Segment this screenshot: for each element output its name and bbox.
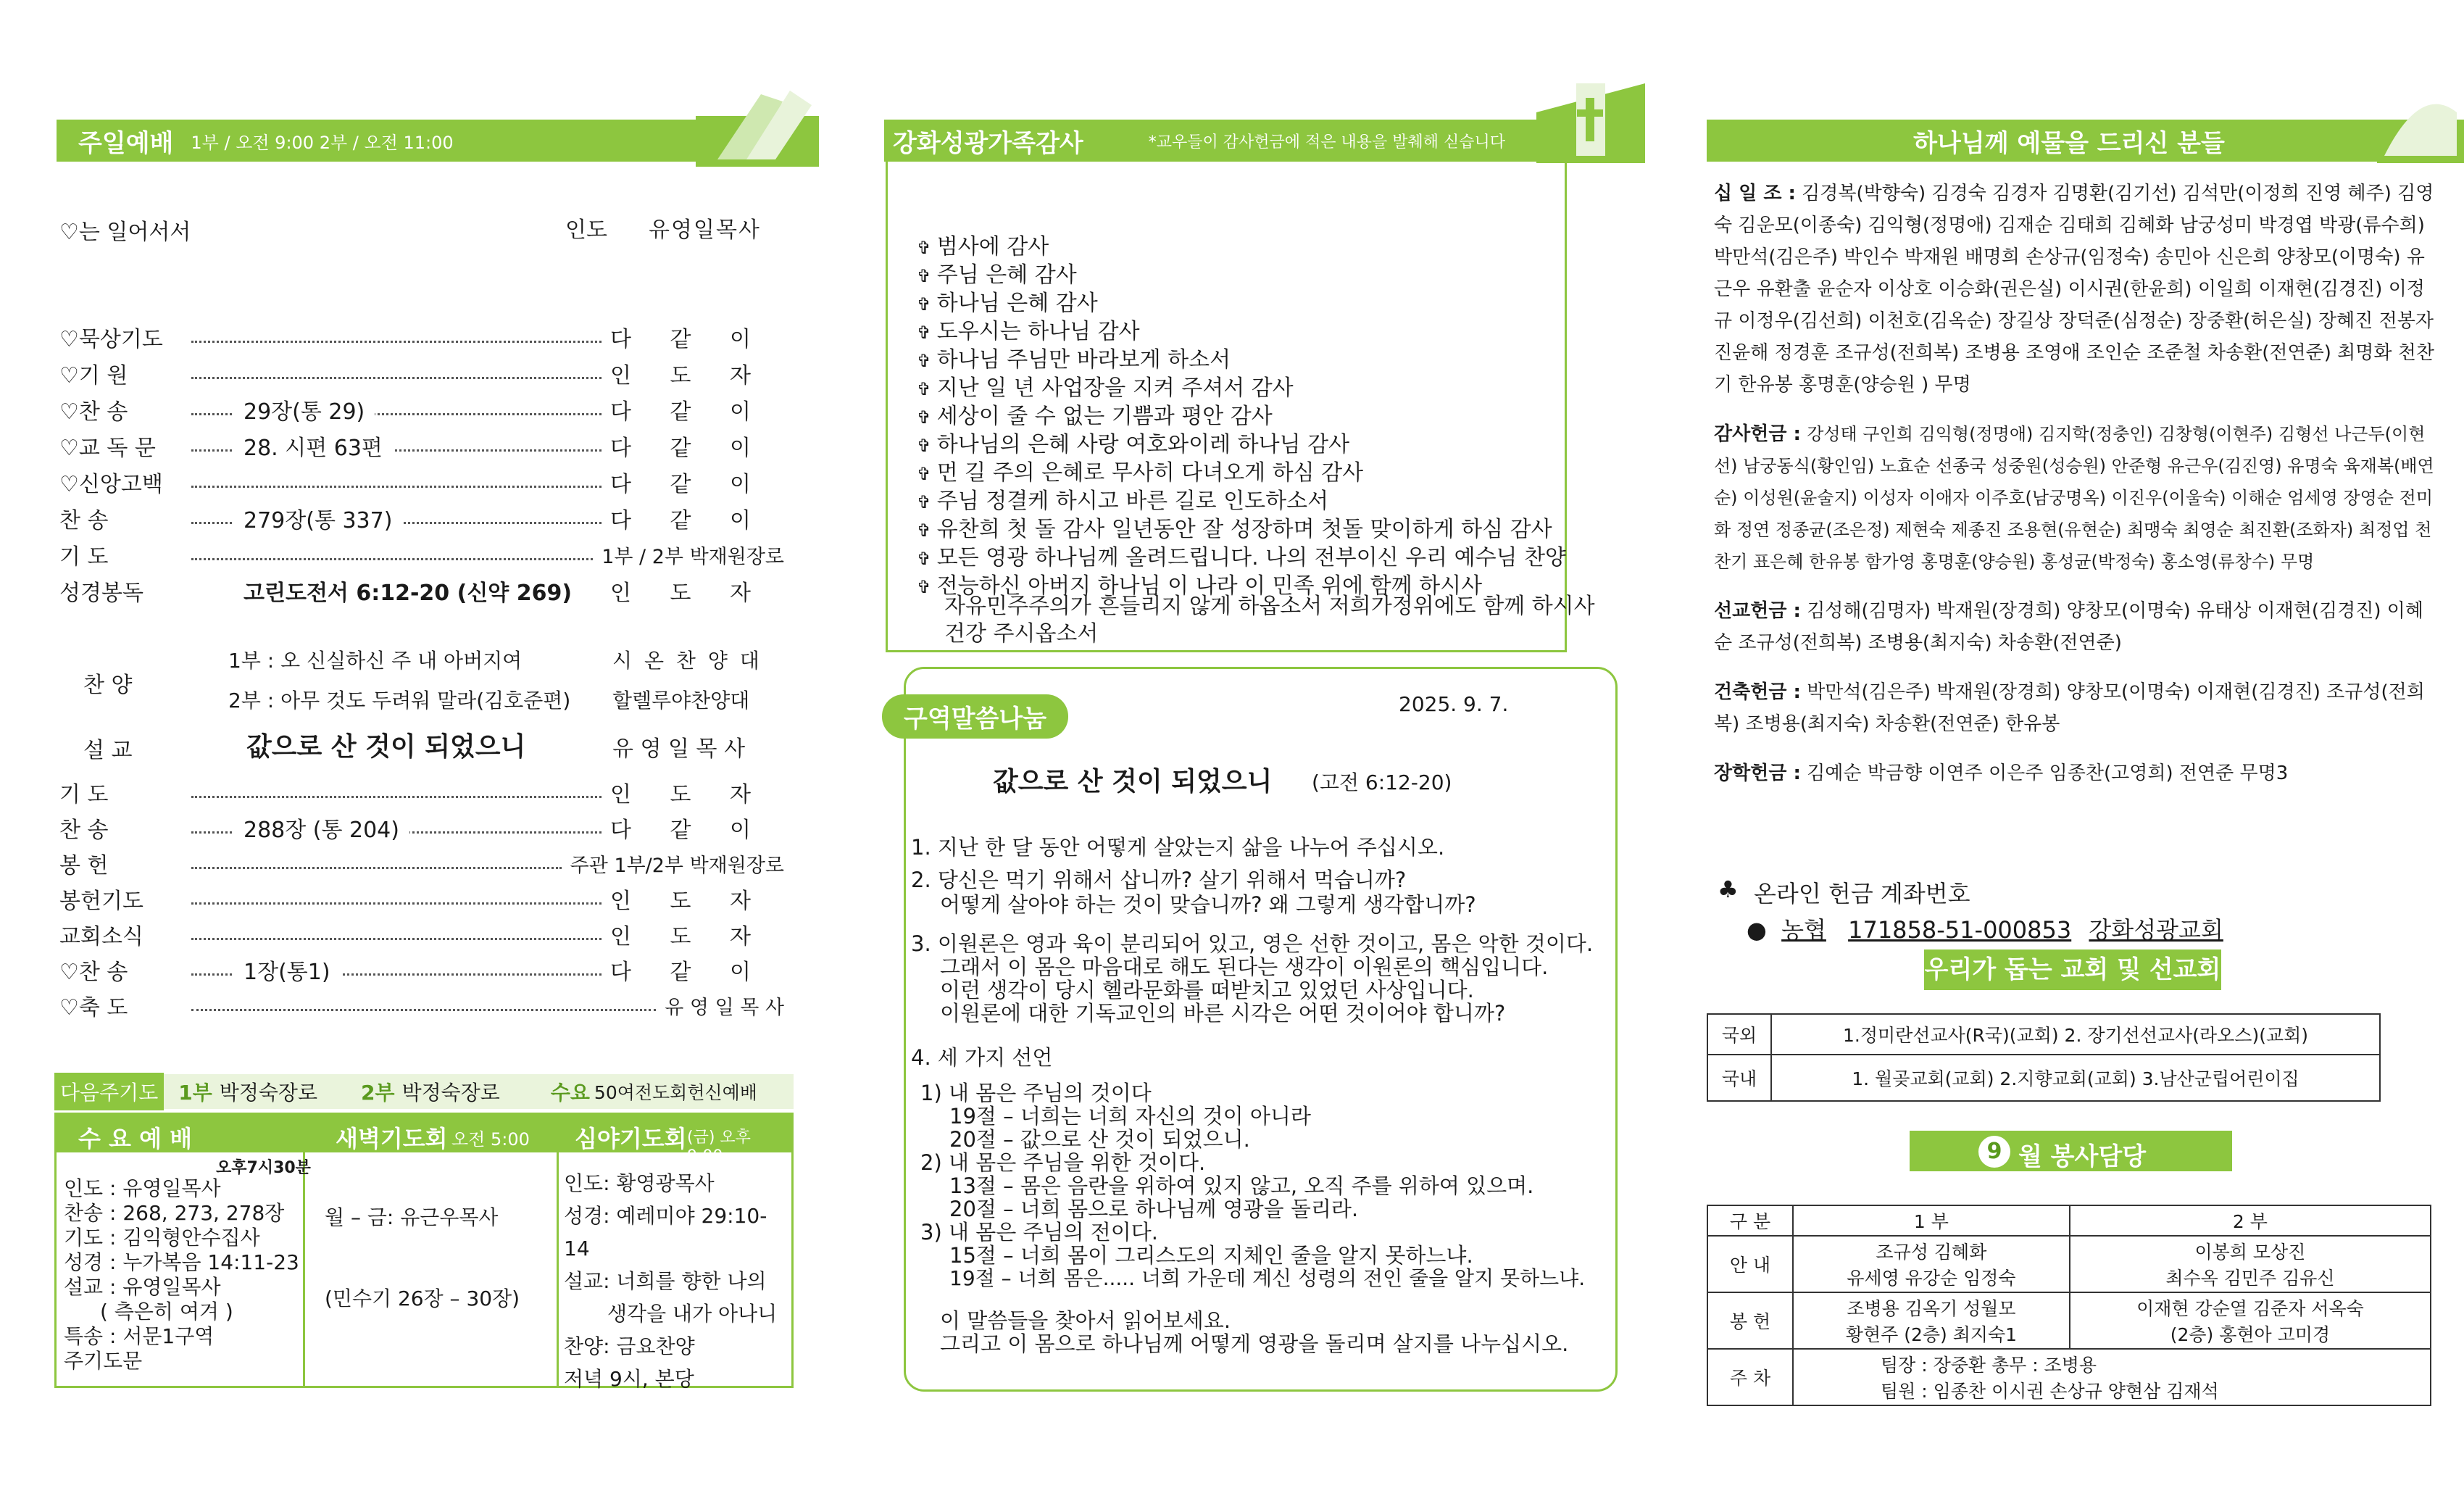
- thanks-item-text: 세상이 줄 수 없는 기쁨과 평안 감사: [936, 404, 1273, 429]
- order-item-name: 교회소식: [59, 924, 143, 949]
- next-week-p1: 박정숙장로: [219, 1081, 318, 1105]
- cell-date: 2025. 9. 7.: [1399, 692, 1509, 716]
- cross-bullet-icon: ✞: [917, 323, 937, 343]
- service-title: 월 봉사담당: [2018, 1142, 2147, 1171]
- account-number: 171858-51-000853: [1848, 916, 2072, 944]
- praying-hands-image: [696, 72, 819, 167]
- order-item-person: 다 같 이: [610, 818, 767, 843]
- service-row-offering: [1707, 1292, 2431, 1349]
- thanks-item-text: 범사에 감사: [936, 234, 1049, 259]
- cell-end2: 그리고 이 몸으로 하나님께 어떻게 영광을 돌리며 살지를 나누십시오.: [940, 1331, 1569, 1356]
- cell-d1: 1) 내 몸은 주님의 것이다: [920, 1081, 1152, 1105]
- thanks-item-text: 유찬희 첫 돌 감사 일년동안 잘 성장하며 첫돌 맞이하게 하심 감사: [936, 517, 1552, 542]
- cross-bullet-icon: ✞: [917, 549, 937, 569]
- detail-line: 특송 : 서문1구역: [64, 1324, 215, 1348]
- order-item-detail: 28. 시편 63편: [233, 430, 393, 462]
- building-offering-paragraph: [1714, 676, 2439, 740]
- next-week-wed-label: 수요: [550, 1081, 590, 1105]
- foreign-list: 1.정미란선교사(R국)(교회) 2. 장기선선교사(라오스)(교회): [1771, 1014, 2380, 1055]
- thanks-list: [917, 233, 1566, 601]
- order-item-name: ♡교 독 문: [59, 436, 156, 461]
- service-row-usher: [1707, 1236, 2431, 1292]
- order-item-name: ♡묵상기도: [59, 327, 163, 352]
- order-item-name: 기 도: [59, 544, 109, 570]
- cross-bullet-icon: ✞: [917, 351, 937, 371]
- usher-part2: [2070, 1236, 2431, 1292]
- night-time: (금) 오후 9:00: [687, 1129, 751, 1165]
- cell-d3b: 19절 – 너희 몸은..... 너희 가운데 계신 성령의 전인 줄을 알지 못하느냐.: [949, 1266, 1586, 1290]
- order-item-person: 다 같 이: [610, 399, 767, 425]
- order-item-person: 다 같 이: [610, 508, 767, 533]
- hands-image: [2377, 69, 2464, 163]
- thanks-header: [884, 120, 1565, 162]
- order-item-person: 다 같 이: [610, 327, 767, 352]
- thanks-item: [917, 290, 1566, 318]
- cross-bullet-icon: ✞: [917, 520, 937, 541]
- thanks-item: [917, 233, 1566, 262]
- worship-title: 주일예배: [78, 128, 174, 158]
- anthem-label: 찬 양: [83, 673, 133, 698]
- parking-label: 주 차: [1707, 1349, 1793, 1405]
- worship-header: [57, 120, 738, 162]
- order-item-name: 찬 송: [59, 508, 109, 533]
- order-item-name: ♡기 원: [59, 363, 128, 388]
- next-week-bar: [54, 1074, 794, 1109]
- offering-duty-part1-b: 황현주 (2층) 최지숙1: [1845, 1324, 2018, 1345]
- mission-offering-paragraph: [1714, 595, 2439, 659]
- scholarship-offering-paragraph: [1714, 757, 2439, 789]
- thanks-item-text: 도우시는 하나님 감사: [936, 319, 1140, 344]
- order-item-person: 인 도 자: [610, 581, 767, 606]
- night-details: [564, 1167, 791, 1395]
- order-row: [59, 319, 784, 355]
- cell-q2a: 2. 당신은 먹기 위해서 삽니까? 살기 위해서 먹습니까?: [911, 868, 1407, 892]
- order-item-person: 인 도 자: [610, 889, 767, 914]
- usher-part1-a: 조규성 김혜화: [1876, 1242, 1987, 1263]
- order-item-name: 봉 헌: [59, 853, 109, 878]
- cell-q3b: 그래서 이 몸은 마음대로 해도 된다는 생각이 이원론의 핵심입니다.: [940, 955, 1549, 979]
- missions-row-domestic: [1707, 1055, 2380, 1101]
- order-row: [59, 573, 784, 609]
- order-item-person: 인 도 자: [610, 924, 767, 949]
- cell-d3: 3) 내 몸은 주님의 전이다.: [920, 1220, 1158, 1244]
- dot-leader: [191, 486, 602, 488]
- detail-line: 성경: 예레미야 29:10-14: [564, 1204, 767, 1260]
- offering-duty-part1: [1793, 1292, 2070, 1349]
- thanks-item-text: 주님 정결케 하시고 바른 길로 인도하소서: [936, 489, 1329, 514]
- order-item-name: ♡찬 송: [59, 960, 128, 985]
- thanks-item: [917, 346, 1566, 375]
- thanks-item: [917, 262, 1566, 290]
- order-row: [59, 774, 784, 810]
- scholarship-offering-names: 김예순 박금향 이연주 이은주 임종찬(고영희) 전연준 무명3: [1807, 762, 2289, 784]
- wednesday-time: 오후7시30분: [216, 1159, 311, 1177]
- order-row: [59, 916, 784, 952]
- cell-q3c: 이런 생각이 당시 헬라문화를 떠받치고 있었던 사상입니다.: [940, 978, 1474, 1002]
- thanks-item-text: 하나님 주님만 바라보게 하소서: [936, 347, 1231, 373]
- service-table: [1707, 1205, 2431, 1406]
- cross-bullet-icon: ✞: [917, 379, 937, 399]
- account-name: 강화성광교회: [2089, 916, 2223, 944]
- parking-team: [1793, 1349, 2431, 1405]
- order-row: [59, 881, 784, 917]
- anthem-2: 2부 : 아무 것도 두려워 말라(김호준편): [228, 689, 571, 712]
- tithe-label: 십 일 조 :: [1714, 183, 1796, 204]
- bank-name: 농협: [1781, 916, 1826, 944]
- detail-line: 찬양: 금요찬양: [564, 1334, 695, 1358]
- thanks-item: [917, 488, 1566, 516]
- tithe-paragraph: [1714, 178, 2439, 401]
- detail-line: 생각을 내가 아나니: [607, 1302, 778, 1326]
- club-icon: ♣: [1718, 876, 1739, 903]
- dot-leader: [191, 867, 562, 869]
- cell-q2b: 어떻게 살아야 하는 것이 맞습니까? 왜 그렇게 생각합니까?: [940, 892, 1476, 917]
- usher-part1: [1793, 1236, 2070, 1292]
- order-item-person: 인 도 자: [610, 363, 767, 388]
- cross-bullet-icon: ✞: [917, 436, 937, 456]
- service-col0: 구 분: [1707, 1205, 1793, 1236]
- divider-1: [303, 1152, 305, 1386]
- thanks-item: [917, 516, 1566, 544]
- cell-d2a: 13절 – 몸은 음란을 위하여 있지 않고, 오직 주를 위하여 있으며.: [949, 1173, 1534, 1198]
- domestic-list: 1. 월곶교회(교회) 2.지향교회(교회) 3.남산군립어린이집: [1771, 1055, 2380, 1101]
- thanks-note: *교우들이 감사헌금에 적은 내용을 발췌해 싣습니다: [1148, 133, 1506, 151]
- cell-d2: 2) 내 몸은 주님을 위한 것이다.: [920, 1150, 1206, 1175]
- leader-label: 인도: [565, 217, 607, 243]
- missions-table: [1707, 1013, 2381, 1102]
- order-item-detail: 279장(통 337): [233, 502, 402, 534]
- thanks-item-text: 하나님의 은혜 사랑 여호와이레 하나님 감사: [936, 432, 1350, 457]
- order-row: [59, 845, 784, 881]
- thanks-offering-label: 감사헌금 :: [1714, 423, 1801, 445]
- dawn-line-1: 월 – 금: 유근우목사: [325, 1205, 499, 1229]
- thanks-item: [917, 460, 1566, 488]
- detail-line: 성경 : 누가복음 14:11-23: [64, 1250, 299, 1274]
- sermon-preacher: 유 영 일 목 사: [612, 736, 746, 762]
- cross-image: [1536, 69, 1645, 163]
- parking-team-b: 팀원 : 임종찬 이시권 손상규 양현삼 김재석: [1881, 1381, 2219, 1402]
- cross-bullet-icon: ✞: [917, 492, 937, 512]
- next-week-wed: 50여전도회헌신예배: [594, 1082, 757, 1103]
- dawn-time: 오전 5:00: [451, 1129, 530, 1150]
- order-row: [59, 500, 784, 536]
- order-item-person: 주관 1부/2부 박재원장로: [570, 854, 784, 877]
- service-header-row: [1707, 1205, 2431, 1236]
- cell-title: 구역말씀나눔: [882, 694, 1068, 739]
- order-row: [59, 952, 784, 988]
- thanks-item: [917, 318, 1566, 346]
- order-row: [59, 391, 784, 428]
- anthem-1: 1부 : 오 신실하신 주 내 아버지여: [228, 649, 523, 673]
- anthem-1-choir: 시 온 찬 양 대: [612, 649, 762, 673]
- foreign-label: 국외: [1707, 1014, 1771, 1055]
- order-item-name: ♡찬 송: [59, 399, 128, 425]
- cell-d3a: 15절 – 너희 몸이 그리스도의 지체인 줄을 알지 못하느냐.: [949, 1243, 1473, 1268]
- detail-line: 저녁 9시, 본당: [564, 1367, 694, 1391]
- cell-q3d: 이원론에 대한 기독교인의 바른 시각은 어떤 것이어야 합니까?: [940, 1001, 1506, 1026]
- divider-2: [557, 1152, 559, 1386]
- missions-row-foreign: [1707, 1014, 2380, 1055]
- dot-leader: [191, 902, 602, 905]
- order-item-name: 봉헌기도: [59, 889, 143, 914]
- order-item-detail: 1장(통1): [233, 954, 341, 986]
- detail-line: 주기도문: [64, 1349, 143, 1373]
- service-month: 9: [1978, 1136, 2010, 1168]
- dot-leader: [191, 1009, 656, 1011]
- order-item-person: 다 같 이: [610, 436, 767, 461]
- detail-line: 설교 : 유영일목사: [64, 1275, 221, 1299]
- thanks-cont-1: 자유민주주의가 흔들리지 않게 하옵소서 저희가정위에도 함께 하시사: [944, 594, 1595, 619]
- dot-leader: [191, 558, 593, 560]
- offering-duty-part2: [2070, 1292, 2431, 1349]
- usher-part2-a: 이봉희 모상진: [2194, 1242, 2306, 1263]
- thanks-item-text: 하나님 은혜 감사: [936, 291, 1098, 316]
- leader-name: 유영일목사: [649, 217, 761, 243]
- cell-q4: 4. 세 가지 선언: [911, 1045, 1053, 1070]
- online-label: 온라인 헌금 계좌번호: [1754, 880, 1970, 907]
- offering-title: 하나님께 예물을 드리신 분들: [1913, 128, 2225, 158]
- order-row: [59, 428, 784, 464]
- thanks-offering-names: 강성태 구인희 김익형(정명애) 김지학(정충인) 김창형(이현주) 김형선 나근두(이현선) 남궁동식(황인임) 노효순 선종국 성중원(성승원) 안준형 유근우(김진영) 유명숙 육재복(배연순) 이성원(윤술지) 이성자 이애자 이주호(남궁명옥) 이진우(이울숙) 이해순 엄세영 장영순 전미화 정연 정종균(조은정) 제현숙 제종진 조용현(유현순) 최맹숙 최영순 최진환(조화자) 최정업 천찬기 표은혜 한유봉 함가영 홍명훈(양승원) 홍성균(박정숙) 홍소영(류창수) 무명: [1714, 424, 2434, 572]
- offering-duty-part2-b: (2층) 홍현아 고미경: [2170, 1324, 2331, 1345]
- order-item-person: 인 도 자: [610, 782, 767, 807]
- dawn-title: 새벽기도회: [336, 1125, 448, 1152]
- order-item-name: 찬 송: [59, 818, 109, 843]
- cell-end1: 이 말씀들을 찾아서 읽어보세요.: [940, 1308, 1231, 1333]
- order-row: [59, 536, 784, 573]
- order-item-person: 다 같 이: [610, 960, 767, 985]
- building-offering-names: 박만석(김은주) 박재원(장경희) 양창모(이명숙) 이재현(김경진) 조규성(전희복) 조병용(최지숙) 차송환(전연준) 한유봉: [1714, 681, 2425, 735]
- cross-bullet-icon: ✞: [917, 577, 937, 597]
- scholarship-offering-label: 장학헌금 :: [1714, 762, 1801, 784]
- order-item-detail: 고린도전서 6:12-20 (신약 269): [233, 575, 582, 607]
- cell-ref: (고전 6:12-20): [1312, 770, 1452, 794]
- order-item-name: ♡축 도: [59, 995, 128, 1021]
- order-row: [59, 464, 784, 500]
- parking-team-a: 팀장 : 장중환 총무 : 조병용: [1881, 1355, 2097, 1376]
- wednesday-title: 수 요 예 배: [78, 1125, 193, 1152]
- column-thanks: [881, 0, 1634, 1496]
- night-title: 심야기도회: [575, 1125, 687, 1152]
- wednesday-details: [64, 1176, 299, 1374]
- thanks-item: [917, 403, 1566, 431]
- service-row-parking: [1707, 1349, 2431, 1405]
- offering-duty-part2-a: 이재현 강순열 김준자 서옥숙: [2136, 1298, 2364, 1319]
- cross-bullet-icon: ✞: [917, 266, 937, 286]
- detail-line: 인도: 황영광목사: [564, 1171, 715, 1195]
- thanks-item: [917, 431, 1566, 460]
- order-item-person: 유 영 일 목 사: [665, 996, 784, 1019]
- usher-label: 안 내: [1707, 1236, 1793, 1292]
- thanks-item: [917, 375, 1566, 403]
- thanks-item-text: 전능하신 아버지 하나님 이 나라 이 민족 위에 함께 하시사: [936, 573, 1483, 599]
- sermon-label: 설 교: [83, 738, 133, 763]
- thanks-item: [917, 544, 1566, 573]
- cell-q1: 1. 지난 한 달 동안 어떻게 살았는지 삶을 나누어 주십시오.: [911, 835, 1445, 860]
- standing-note: ♡는 일어서서: [59, 220, 191, 245]
- order-item-person: 다 같 이: [610, 472, 767, 497]
- account-line: [1747, 912, 2223, 945]
- thanks-item-text: 지난 일 년 사업장을 지켜 주셔서 감사: [936, 375, 1294, 401]
- detail-line: 인도 : 유영일목사: [64, 1176, 221, 1200]
- order-item-name: 기 도: [59, 782, 109, 807]
- order-item-detail: 29장(통 29): [233, 394, 375, 425]
- dot-leader: [191, 796, 602, 798]
- tithe-names: 김경복(박향숙) 김경숙 김경자 김명환(김기선) 김석만(이정희 진영 혜주) 김영숙 김운모(이종숙) 김익형(정명애) 김재순 김태희 김혜화 남궁성미 박경엽 박광(류수희) 박만석(김은주) 박인수 박재원 배명희 손상규(임정숙) 송민아 신은희 양창모(이명숙) 유근우 유환출 윤순자 이상호 이승화(권은실) 이시권(한윤희) 이일희 이재현(김경진) 이정규 이정우(김선희) 이천호(김옥순) 장길상 장덕준(심정순) 장중환(허은실) 장혜진 전봉자 진윤해 정경훈 조규성(전희복) 조병용 조영애 조인순 조준철 차송환(전연준) 최명화 천찬기 한유봉 홍명훈(양승원 ) 무명: [1714, 183, 2435, 396]
- order-item-name: ♡신앙고백: [59, 472, 163, 497]
- thanks-item-text: 모든 영광 하나님께 올려드립니다. 나의 전부이신 우리 예수님 찬양: [936, 545, 1567, 570]
- mission-offering-label: 선교헌금 :: [1714, 600, 1801, 622]
- thanks-title: 강화성광가족감사: [893, 128, 1083, 158]
- service-col1: 1 부: [1793, 1205, 2070, 1236]
- worship-times: 1부 / 오전 9:00 2부 / 오전 11:00: [191, 132, 454, 153]
- cell-q3a: 3. 이원론은 영과 육이 분리되어 있고, 영은 선한 것이고, 몸은 악한 것이다.: [911, 931, 1594, 956]
- anthem-2-choir: 할렐루야찬양대: [612, 689, 750, 712]
- offering-list: [1714, 178, 2439, 789]
- missions-title: 우리가 돕는 교회 및 선교회: [1924, 949, 2221, 990]
- thanks-cont-2: 건강 주시옵소서: [944, 621, 1099, 647]
- order-row: [59, 355, 784, 391]
- bullet-icon: ●: [1747, 916, 1767, 944]
- detail-line: ( 측은히 여겨 ): [100, 1300, 233, 1323]
- cell-heading: 값으로 산 것이 되었으니: [993, 767, 1273, 797]
- detail-line: 설교: 너희를 향한 나의: [564, 1269, 767, 1293]
- next-week-p2: 박정숙장로: [401, 1081, 500, 1105]
- order-item-detail: 288장 (통 204): [233, 812, 409, 844]
- offering-header: [1707, 120, 2431, 162]
- column-offering: [1703, 0, 2464, 1496]
- weekday-services-box: [54, 1113, 794, 1391]
- cell-d2b: 20절 – 너희 몸으로 하나님께 영광을 돌리라.: [949, 1197, 1359, 1221]
- detail-line: 찬송 : 268, 273, 278장: [64, 1201, 285, 1225]
- domestic-label: 국내: [1707, 1055, 1771, 1101]
- building-offering-label: 건축헌금 :: [1714, 681, 1801, 703]
- thanks-item-text: 주님 은혜 감사: [936, 262, 1077, 288]
- dot-leader: [191, 938, 602, 940]
- thanks-offering-paragraph: [1714, 418, 2439, 578]
- dawn-line-2: (민수기 26장 – 30장): [325, 1287, 520, 1310]
- cross-bullet-icon: ✞: [917, 464, 937, 484]
- mission-offering-names: 김성해(김명자) 박재원(장경희) 양창모(이명숙) 유태상 이재현(김경진) 이혜순 조규성(전희복) 조병용(최지숙) 차송환(전연준): [1714, 600, 2424, 654]
- next-week-label: 다음주기도: [54, 1073, 164, 1110]
- order-row: [59, 987, 784, 1023]
- cross-bullet-icon: ✞: [917, 294, 937, 315]
- column-worship: [51, 0, 797, 1496]
- service-col2: 2 부: [2070, 1205, 2431, 1236]
- usher-part2-b: 최수옥 김민주 김유신: [2165, 1268, 2335, 1289]
- next-week-p1-label: 1부: [178, 1081, 212, 1105]
- next-week-p2-label: 2부: [361, 1081, 395, 1105]
- order-row: [59, 810, 784, 846]
- dot-leader: [191, 377, 602, 379]
- detail-line: 기도 : 김익형안수집사: [64, 1226, 260, 1250]
- sermon-title: 값으로 산 것이 되었으니: [246, 732, 526, 762]
- cross-bullet-icon: ✞: [917, 407, 937, 428]
- thanks-item-text: 먼 길 주의 은혜로 무사히 다녀오게 하심 감사: [936, 460, 1364, 486]
- cell-d1b: 20절 – 값으로 산 것이 되었으니.: [949, 1127, 1250, 1152]
- dot-leader: [191, 341, 602, 343]
- order-item-person: 1부 / 2부 박재원장로: [602, 545, 784, 568]
- offering-duty-part1-a: 조병용 김옥기 성월모: [1847, 1298, 2016, 1319]
- cell-d1a: 19절 – 너희는 너희 자신의 것이 아니라: [949, 1104, 1311, 1129]
- cross-bullet-icon: ✞: [917, 238, 937, 258]
- offering-duty-label: 봉 헌: [1707, 1292, 1793, 1349]
- order-item-name: 성경봉독: [59, 581, 143, 606]
- usher-part1-b: 유세영 유강순 임정숙: [1847, 1268, 2016, 1289]
